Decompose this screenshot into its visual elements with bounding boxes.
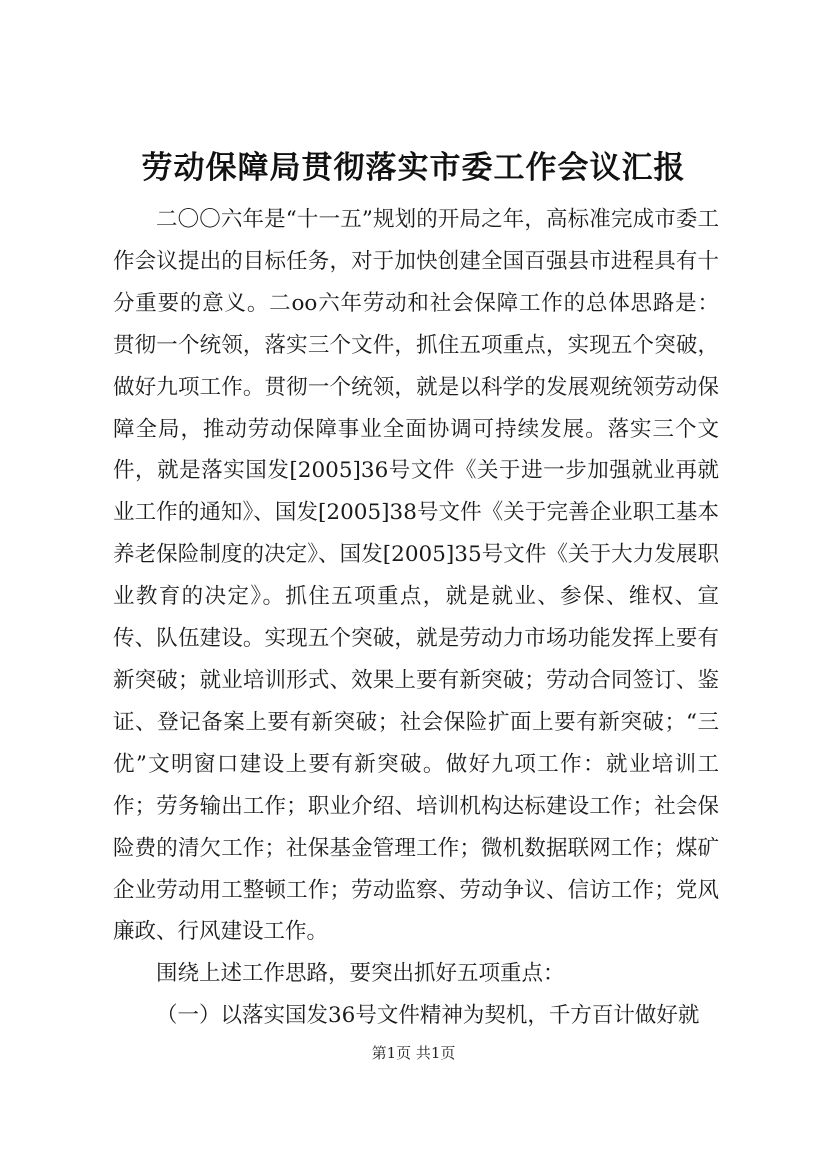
- document-title: 劳动保障局贯彻落实市委工作会议汇报: [141, 150, 686, 186]
- paragraph-point-one: （一）以落实国发36号文件精神为契机，千方百计做好就: [156, 1003, 700, 1029]
- paragraph-focus-intro: 围绕上述工作思路，要突出抓好五项重点：: [156, 961, 565, 987]
- document-body: [113, 199, 719, 1037]
- page-footer: 第1页 共1页: [371, 1044, 456, 1062]
- paragraph-overview: 二〇〇六年是“十一五”规划的开局之年，高标准完成市委工作会议提出的目标任务，对于加快创建全国百强县市进程具有十分重要的意义。二oo六年劳动和社会保障工作的总体思路是：贯彻一个统领，落实三个文件，抓住五项重点，实现五个突破，做好九项工作。贯彻一个统领，就是以科学的发展观统领劳动保障全局，推动劳动保障事业全面协调可持续发展。落实三个文件，就是落实国发[2005]36号文件《关于进一步加强就业再就业工作的通知》、国发[2005]38号文件《关于完善企业职工基本养老保险制度的决定》、国发[2005]35号文件《关于大力发展职业教育的决定》。抓住五项重点，就是就业、参保、维权、宣传、队伍建设。实现五个突破，就是劳动力市场功能发挥上要有新突破；就业培训形式、效果上要有新突破；劳动合同签订、鉴证、登记备案上要有新突破；社会保险扩面上要有新突破；“三优”文明窗口建设上要有新突破。做好九项工作：就业培训工作；劳务输出工作；职业介绍、培训机构达标建设工作；社会保险费的清欠工作；社保基金管理工作；微机数据联网工作；煤矿企业劳动用工整顿工作；劳动监察、劳动争议、信访工作；党风廉政、行风建设工作。: [113, 207, 719, 945]
